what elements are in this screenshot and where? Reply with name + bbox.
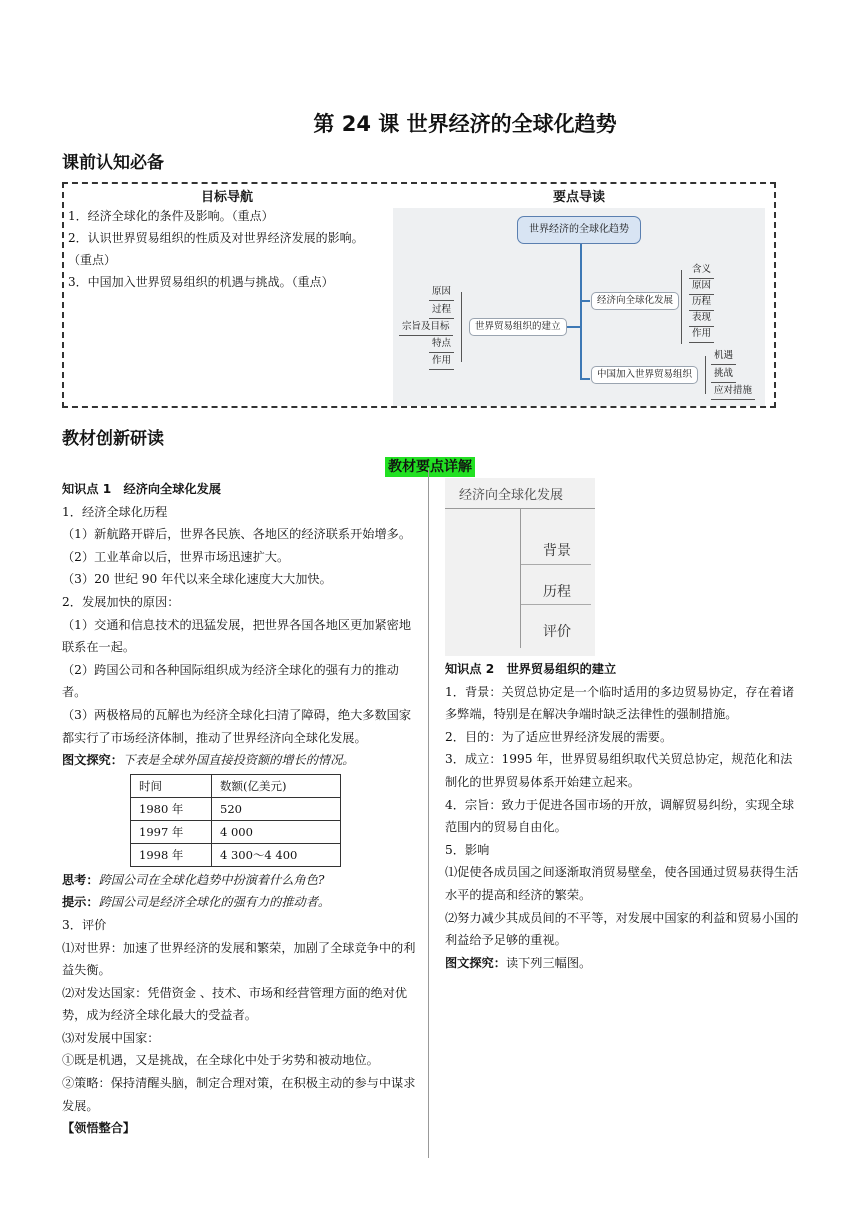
mindmap-leaf: 挑战 bbox=[711, 366, 736, 383]
table-row bbox=[131, 843, 341, 866]
explore-text: 读下列三幅图。 bbox=[505, 955, 592, 970]
paragraph: （3）20 世纪 90 年代以来全球化速度大大加快。 bbox=[62, 572, 332, 587]
mindmap-leaf: 原因 bbox=[689, 278, 714, 295]
mindmap-leaf: 历程 bbox=[689, 294, 714, 311]
right-column bbox=[445, 658, 801, 974]
table-cell: 4 000 bbox=[212, 820, 341, 843]
goal-item: （重点） bbox=[68, 253, 117, 267]
mindmap-leaf: 表现 bbox=[689, 310, 714, 327]
paragraph: （1）交通和信息技术的迅猛发展，把世界各国各地区更加紧密地联系在一起。 bbox=[62, 617, 412, 655]
keypoints-mindmap bbox=[393, 208, 765, 406]
investment-table bbox=[130, 774, 341, 867]
mindmap-leaf: 特点 bbox=[429, 336, 454, 353]
mindmap-leaf: 作用 bbox=[689, 326, 714, 343]
hint-label: 提示： bbox=[62, 895, 99, 910]
paragraph: ①既是机遇，又是挑战，在全球化中处于劣势和被动地位。 bbox=[62, 1053, 379, 1068]
table-cell: 1980 年 bbox=[131, 797, 212, 820]
highlight-wrap bbox=[0, 456, 860, 476]
paragraph: ②策略：保持清醒头脑，制定合理对策，在积极主动的参与中谋求发展。 bbox=[62, 1076, 416, 1113]
globalization-diagram-image bbox=[445, 478, 595, 656]
hint-line bbox=[62, 891, 418, 914]
mindmap-leaf: 原因 bbox=[429, 284, 454, 301]
explore-text: 下表是全球外国直接投资额的增长的情况。 bbox=[122, 753, 355, 768]
goal-item: 2．认识世界贸易组织的性质及对世界经济发展的影响。 bbox=[68, 231, 364, 245]
page-title: 第 24 课 世界经济的全球化趋势 bbox=[313, 112, 617, 136]
highlight-heading: 教材要点详解 bbox=[385, 457, 475, 477]
table-cell: 1997 年 bbox=[131, 820, 212, 843]
knowledge-point-2: 知识点 2 世界贸易组织的建立 bbox=[445, 662, 617, 676]
paragraph: ⑴对世界：加速了世界经济的发展和繁荣，加剧了全球竞争中的利益失衡。 bbox=[62, 940, 416, 978]
image-item: 背景 bbox=[543, 543, 571, 559]
section-heading-study: 教材创新研读 bbox=[62, 429, 164, 449]
knowledge-point-1: 知识点 1 经济向全球化发展 bbox=[62, 482, 221, 496]
mindmap-branch-china: 中国加入世界贸易组织 bbox=[591, 366, 698, 384]
paragraph: （1）新航路开辟后，世界各民族、各地区的经济联系开始增多。 bbox=[62, 527, 412, 542]
goals-list bbox=[68, 205, 390, 293]
table-cell: 1998 年 bbox=[131, 843, 212, 866]
mindmap-branch-wto: 世界贸易组织的建立 bbox=[469, 318, 567, 336]
left-column bbox=[62, 478, 418, 1140]
summary-heading: 【领悟整合】 bbox=[62, 1121, 136, 1136]
explore-label: 图文探究： bbox=[62, 753, 123, 768]
table-header: 时间 bbox=[131, 774, 212, 797]
paragraph: （3）两极格局的瓦解也为经济全球化扫清了障碍，绝大多数国家都实行了市场经济体制，推动了世界经济向全球化发展。 bbox=[62, 707, 412, 745]
mindmap-leaf: 应对措施 bbox=[711, 383, 755, 400]
paragraph: （2）跨国公司和各种国际组织成为经济全球化的强有力的推动者。 bbox=[62, 662, 399, 700]
column-divider bbox=[428, 468, 429, 1158]
mindmap-leaf: 含义 bbox=[689, 262, 714, 279]
think-label: 思考： bbox=[62, 872, 99, 887]
think-line bbox=[62, 869, 418, 892]
paragraph: 2．目的：为了适应世界经济发展的需要。 bbox=[445, 729, 673, 744]
paragraph: 1．经济全球化历程 bbox=[62, 504, 168, 519]
keypoints-heading: 要点导读 bbox=[552, 190, 605, 205]
think-text: 跨国公司在全球化趋势中扮演着什么角色? bbox=[98, 872, 325, 887]
table-row bbox=[131, 797, 341, 820]
table-header-row bbox=[131, 774, 341, 797]
paragraph: ⑵对发达国家：凭借资金 、技术、市场和经营管理方面的绝对优势，成为经济全球化最大的受益者。 bbox=[62, 985, 408, 1023]
image-title: 经济向全球化发展 bbox=[459, 488, 564, 503]
paragraph: ⑴促使各成员国之间逐渐取消贸易壁垒，使各国通过贸易获得生活水平的提高和经济的繁荣。 bbox=[445, 865, 799, 902]
goals-heading: 目标导航 bbox=[200, 190, 253, 205]
goal-item: 3．中国加入世界贸易组织的机遇与挑战。（重点） bbox=[68, 275, 334, 289]
table-row bbox=[131, 820, 341, 843]
mindmap-leaf: 过程 bbox=[429, 302, 454, 319]
explore-label: 图文探究： bbox=[445, 955, 506, 970]
paragraph: ⑶对发展中国家： bbox=[62, 1030, 160, 1045]
mindmap-branch-globalization: 经济向全球化发展 bbox=[591, 292, 679, 310]
image-item: 评价 bbox=[543, 624, 571, 640]
explore-line bbox=[62, 749, 418, 772]
mindmap-leaf: 机遇 bbox=[711, 348, 736, 365]
paragraph: ⑵努力减少其成员间的不平等，对发展中国家的利益和贸易小国的利益给予足够的重视。 bbox=[445, 910, 799, 948]
mindmap-leaf: 宗旨及目标 bbox=[399, 319, 453, 336]
mindmap-root: 世界经济的全球化趋势 bbox=[517, 216, 641, 244]
table-header: 数额(亿美元) bbox=[212, 774, 341, 797]
goal-item: 1．经济全球化的条件及影响。（重点） bbox=[68, 209, 274, 223]
table-cell: 520 bbox=[212, 797, 341, 820]
mindmap-leaf: 作用 bbox=[429, 353, 454, 370]
paragraph: （2）工业革命以后，世界市场迅速扩大。 bbox=[62, 549, 290, 564]
paragraph: 3．评价 bbox=[62, 917, 107, 932]
table-cell: 4 300～4 400 bbox=[212, 843, 341, 866]
section-heading-preview: 课前认知必备 bbox=[62, 153, 164, 173]
paragraph: 1．背景：关贸总协定是一个临时适用的多边贸易协定，存在着诸多弊端，特别是在解决争端时缺乏法律性的强制措施。 bbox=[445, 684, 795, 722]
explore-line bbox=[445, 952, 801, 975]
hint-text: 跨国公司是经济全球化的强有力的推动者。 bbox=[98, 895, 331, 910]
paragraph: 5．影响 bbox=[445, 842, 490, 857]
image-item: 历程 bbox=[543, 584, 571, 600]
paragraph: 2．发展加快的原因： bbox=[62, 594, 180, 609]
paragraph: 4．宗旨：致力于促进各国市场的开放，调解贸易纠纷，实现全球范围内的贸易自由化。 bbox=[445, 797, 795, 835]
paragraph: 3．成立：1995 年，世界贸易组织取代关贸总协定，规范化和法制化的世界贸易体系开始建立起来。 bbox=[445, 752, 793, 789]
